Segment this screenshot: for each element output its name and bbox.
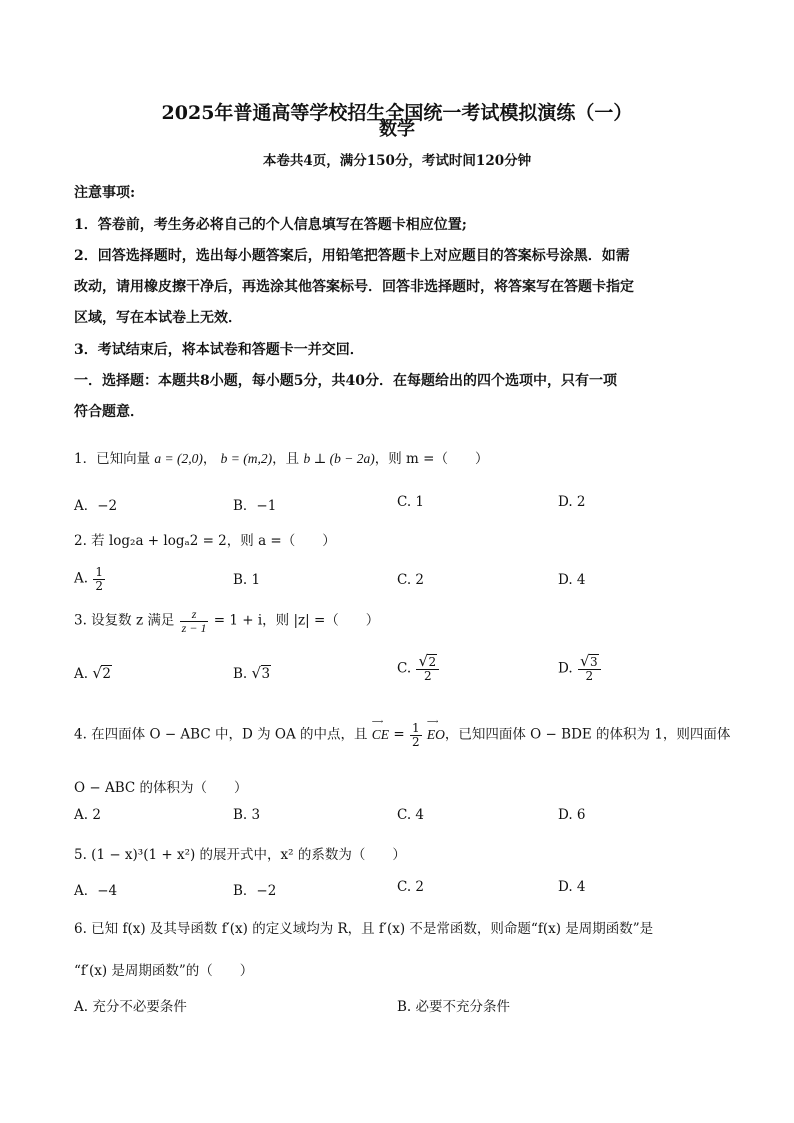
note-item-3: 3．考试结束后，将本试卷和答题卡一并交回． xyxy=(74,342,364,358)
question-3-option-d: D. √ 3 2 xyxy=(558,656,602,682)
question-4-option-d: D. 6 xyxy=(558,807,586,823)
question-4-stem-line-2: O − ABC 的体积为（ ） xyxy=(74,780,248,796)
question-3-option-c: C. √ 2 2 xyxy=(397,656,440,682)
note-item-2-line-1: 2．回答选择题时，选出每小题答案后，用铅笔把答题卡上对应题目的答案标号涂黑．如需 xyxy=(74,248,630,264)
question-1-option-c: C. 1 xyxy=(397,494,425,510)
question-4-stem-line-1: 4. 在四面体 O − ABC 中，D 为 OA 的中点，且 ⟶ CE = $\frac{1}{2}$ ⟶ EO，已知四面体 O − BDE 的体积为 1，则四面体 xyxy=(74,716,731,749)
question-5-stem: 5. (1 − x)³(1 + x²) 的展开式中，x² 的系数为（ ） xyxy=(74,847,406,863)
question-3-stem: 3. 设复数 z 满足 $\frac{z}{z - 1}$ = 1 + i，则 |z| =（ ） xyxy=(74,607,380,635)
note-item-2-line-2: 改动，请用橡皮擦干净后，再选涂其他答案标号．回答非选择题时，将答案写在答题卡指定 xyxy=(74,279,634,295)
question-5-option-d: D. 4 xyxy=(558,879,586,895)
question-2-option-a: A. $\frac{1}{2}$ xyxy=(74,565,103,593)
question-1-option-d: D. 2 xyxy=(558,494,586,510)
question-5-option-a: A．−4 xyxy=(74,883,118,899)
note-item-2-line-3: 区域，写在本试卷上无效． xyxy=(74,310,242,326)
question-1-option-b: B．−1 xyxy=(233,498,277,514)
question-4-option-a: A. 2 xyxy=(74,807,101,823)
question-2-option-d: D. 4 xyxy=(558,572,586,588)
question-6-option-b: B. 必要不充分条件 xyxy=(397,999,511,1015)
question-1-condition: b ⊥ (b − 2a) xyxy=(303,451,375,466)
question-1-prefix: 1．已知向量 xyxy=(74,451,151,467)
question-1-vector-b: b = (m,2) xyxy=(220,451,273,466)
question-6-stem-line-2: “f′(x) 是周期函数”的（ ） xyxy=(74,963,254,979)
question-5-option-c: C. 2 xyxy=(397,879,425,895)
section-heading-line-2: 符合题意． xyxy=(74,404,144,420)
question-1-stem: 1．已知向量 a = (2,0)， b = (m,2)，且 b ⊥ (b − 2a)，则 m =（ ） xyxy=(74,451,489,467)
question-4-option-b: B. 3 xyxy=(233,807,261,823)
exam-title: 2025年普通高等学校招生全国统一考试模拟演练（一） xyxy=(161,102,633,124)
notes-heading: 注意事项: xyxy=(74,185,136,201)
question-2-stem: 2. 若 log₂a + logₐ2 = 2，则 a =（ ） xyxy=(74,533,336,549)
question-3-option-a: A. √ 2 xyxy=(74,664,111,682)
question-4-option-c: C. 4 xyxy=(397,807,425,823)
question-1-tail: ，则 m =（ ） xyxy=(374,451,489,467)
question-1-mid: ，且 xyxy=(272,451,300,467)
question-2-option-b: B. 1 xyxy=(233,572,261,588)
note-item-1: 1．答卷前，考生务必将自己的个人信息填写在答题卡相应位置; xyxy=(74,217,467,233)
question-5-option-b: B．−2 xyxy=(233,883,277,899)
question-1-option-a: A．−2 xyxy=(74,498,118,514)
exam-info: 本卷共4页，满分150分，考试时间120分钟 xyxy=(262,153,532,169)
question-3-option-b: B. √ 3 xyxy=(233,664,271,682)
question-1-vector-a: a = (2,0) xyxy=(154,451,203,466)
question-2-option-c: C. 2 xyxy=(397,572,425,588)
question-6-stem-line-1: 6. 已知 f(x) 及其导函数 f′(x) 的定义域均为 R，且 f′(x) 不是常函数，则命题“f(x) 是周期函数”是 xyxy=(74,921,654,937)
subject-title: 数学 xyxy=(379,119,415,140)
section-heading-line-1: 一．选择题：本题共8小题，每小题5分，共40分．在每题给出的四个选项中，只有一项 xyxy=(74,373,617,389)
question-6-option-a: A. 充分不必要条件 xyxy=(74,999,187,1015)
